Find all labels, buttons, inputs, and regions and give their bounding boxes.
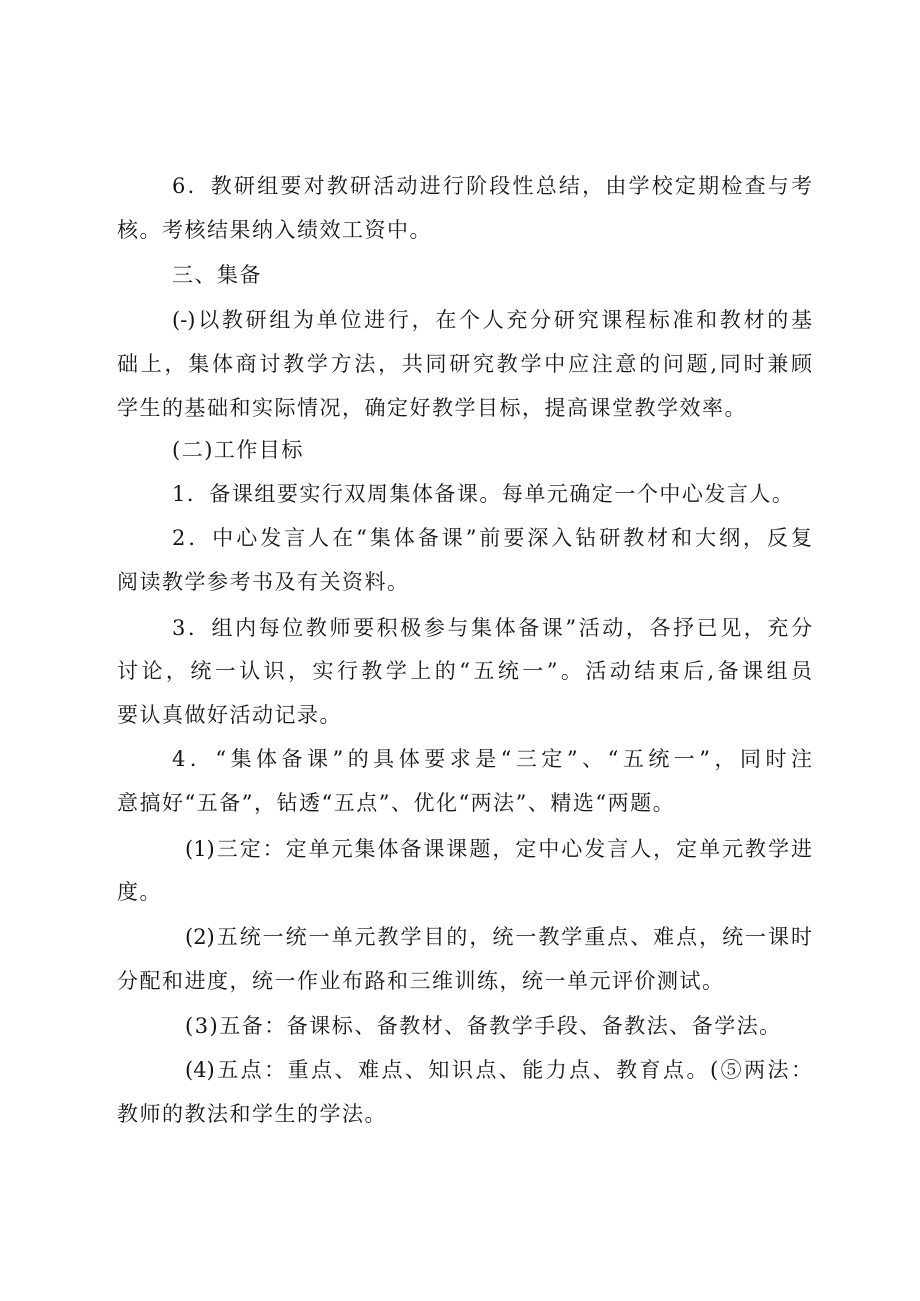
text-line: 意搞好“五备”，钻透“五点”、优化“两法”、精选“两题。 <box>117 791 676 815</box>
text-line: (2)五统一统一单元教学目的，统一教学重点、难点，统一课时 <box>185 925 812 949</box>
text-line: 4．“集体备课”的具体要求是“三定”、“五统一”，同时注 <box>172 747 812 771</box>
section-title: 三、集备 <box>172 263 262 287</box>
text-line: 度。 <box>117 880 162 904</box>
text-line: 讨论，统一认识，实行教学上的“五统一”。活动结束后,备课组员 <box>117 659 812 683</box>
subsection-title: (二)工作目标 <box>172 438 304 462</box>
text-line: 2．中心发言人在“集体备课”前要深入钻研教材和大纲，反复 <box>172 526 812 550</box>
text-line: (4)五点：重点、难点、知识点、能力点、教育点。(⑤两法： <box>185 1058 812 1082</box>
text-line: 学生的基础和实际情况，确定好教学目标，提高课堂教学效率。 <box>117 396 747 420</box>
text-line: 3．组内每位教师要积极参与集体备课”活动，各抒已见，充分 <box>172 616 812 640</box>
text-line: (-)以教研组为单位进行，在个人充分研究课程标准和教材的基 <box>172 308 812 332</box>
text-line: 6．教研组要对教研活动进行阶段性总结，由学校定期检查与考 <box>172 174 812 198</box>
text-line: 分配和进度，统一作业布路和三维训练，统一单元评价测试。 <box>117 969 725 993</box>
text-line: 教师的教法和学生的学法。 <box>117 1102 387 1126</box>
text-line: 础上，集体商讨教学方法，共同研究教学中应注意的问题,同时兼顾 <box>117 352 812 376</box>
text-line: 核。考核结果纳入绩效工资中。 <box>117 218 432 242</box>
text-line: (1)三定：定单元集体备课课题，定中心发言人，定单元教学进 <box>185 837 812 861</box>
text-line: 1．备课组要实行双周集体备课。每单元确定一个中心发言人。 <box>172 482 795 506</box>
text-line: 要认真做好活动记录。 <box>117 703 342 727</box>
text-line: 阅读教学参考书及有关资料。 <box>117 570 410 594</box>
text-line: (3)五备：备课标、备教材、备教学手段、备教法、备学法。 <box>185 1014 782 1038</box>
